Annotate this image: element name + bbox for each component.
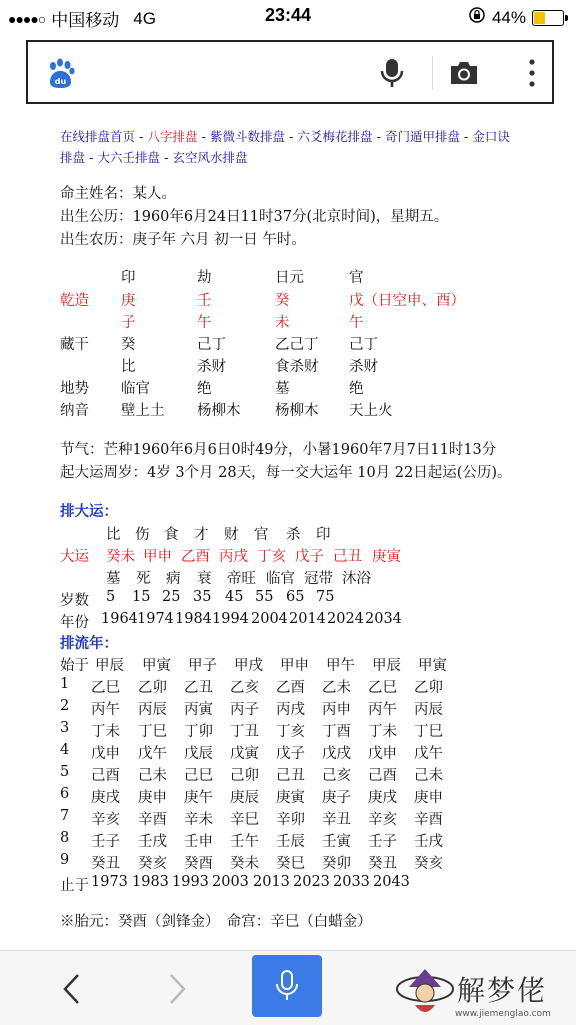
canggan-cell: 癸 bbox=[121, 337, 136, 353]
nayin-cell: 杨柳木 bbox=[275, 403, 319, 419]
liunian-cell: 癸酉 bbox=[184, 856, 213, 872]
liunian-cell: 庚子 bbox=[322, 790, 351, 806]
jieqi-line: 节气：芒种1960年6月6日0时49分，小暑1960年7月7日11时13分 bbox=[60, 442, 497, 458]
svg-text:du: du bbox=[54, 77, 67, 86]
earthly-branch: 未 bbox=[275, 315, 290, 331]
liunian-cell: 己丑 bbox=[276, 768, 305, 784]
liunian-cell: 乙卯 bbox=[414, 680, 443, 696]
liunian-cell: 辛酉 bbox=[414, 812, 443, 828]
dayun-god: 杀 bbox=[286, 527, 301, 543]
liunian-cell: 辛亥 bbox=[368, 812, 397, 828]
rotation-lock-icon bbox=[468, 6, 486, 29]
nav-link[interactable]: 金口诀排盘 bbox=[60, 129, 510, 165]
dishi-cell: 绝 bbox=[197, 381, 212, 397]
dayun-label: 大运 bbox=[60, 549, 89, 565]
voice-search-button[interactable] bbox=[252, 955, 322, 1017]
status-right bbox=[468, 6, 564, 29]
liunian-end: 2003 bbox=[212, 874, 249, 890]
dayun-pillar: 甲申 bbox=[143, 549, 172, 565]
liunian-cell: 庚申 bbox=[138, 790, 167, 806]
liunian-cell: 庚辰 bbox=[230, 790, 259, 806]
liunian-cell: 壬戌 bbox=[138, 834, 167, 850]
liunian-cell: 癸丑 bbox=[91, 856, 120, 872]
canggan-god: 杀财 bbox=[197, 359, 226, 375]
liunian-start: 甲戌 bbox=[234, 658, 263, 674]
microphone-icon bbox=[274, 969, 300, 1003]
dayun-god: 印 bbox=[316, 527, 331, 543]
clock: 23:44 bbox=[264, 5, 312, 25]
liunian-cell: 乙亥 bbox=[230, 680, 259, 696]
battery-level bbox=[534, 12, 545, 24]
liunian-cell: 戊午 bbox=[414, 746, 443, 762]
liunian-cell: 戊申 bbox=[91, 746, 120, 762]
liunian-row-number: 7 bbox=[60, 808, 70, 824]
liunian-row-number: 1 bbox=[60, 676, 70, 692]
liunian-cell: 壬寅 bbox=[322, 834, 351, 850]
signal-strength-icon: ●●●●○ bbox=[8, 10, 46, 27]
dayun-state: 沐浴 bbox=[342, 571, 371, 587]
liunian-cell: 丁巳 bbox=[138, 724, 167, 740]
dayun-age: 65 bbox=[286, 589, 305, 605]
link-separator: - bbox=[284, 129, 298, 144]
dayun-state: 临官 bbox=[266, 571, 295, 587]
liunian-start: 甲辰 bbox=[95, 658, 124, 674]
liunian-cell: 癸丑 bbox=[368, 856, 397, 872]
dayun-pillar: 丁亥 bbox=[257, 549, 286, 565]
liunian-cell: 壬子 bbox=[368, 834, 397, 850]
bottom-toolbar bbox=[0, 950, 576, 1025]
dayun-pillar: 丙戌 bbox=[219, 549, 248, 565]
canggan-cell: 己丁 bbox=[349, 337, 378, 353]
more-vertical-icon[interactable] bbox=[528, 57, 536, 93]
chevron-right-icon[interactable] bbox=[165, 971, 189, 1011]
dayun-god: 才 bbox=[194, 527, 209, 543]
shishen-label: 劫 bbox=[197, 270, 212, 286]
dayun-age: 45 bbox=[225, 589, 244, 605]
nayin-cell: 壁上土 bbox=[121, 403, 165, 419]
dayun-age: 25 bbox=[162, 589, 181, 605]
liunian-cell: 丁亥 bbox=[276, 724, 305, 740]
dayun-god: 伤 bbox=[135, 527, 150, 543]
liunian-cell: 丙辰 bbox=[414, 702, 443, 718]
heavenly-stem: 癸 bbox=[275, 293, 290, 309]
year-label: 年份 bbox=[60, 615, 89, 631]
dayun-pillar: 戊子 bbox=[295, 549, 324, 565]
liunian-end: 2033 bbox=[333, 874, 370, 890]
dayun-pillar: 庚寅 bbox=[372, 549, 401, 565]
liunian-cell: 戊子 bbox=[276, 746, 305, 762]
carrier-name: 中国移动 bbox=[51, 11, 120, 30]
canggan-cell: 乙己丁 bbox=[275, 337, 319, 353]
watermark bbox=[395, 965, 551, 1025]
link-separator: - bbox=[459, 129, 473, 144]
chevron-left-icon[interactable] bbox=[60, 971, 84, 1011]
liunian-cell: 丙子 bbox=[230, 702, 259, 718]
liunian-cell: 丁未 bbox=[368, 724, 397, 740]
liunian-cell: 己酉 bbox=[368, 768, 397, 784]
liunian-cell: 庚戌 bbox=[368, 790, 397, 806]
dayun-year: 1994 bbox=[212, 611, 249, 627]
nayin-label: 纳音 bbox=[60, 403, 89, 419]
liunian-end: 1983 bbox=[132, 874, 169, 890]
canggan-god: 比 bbox=[121, 359, 136, 375]
dayun-god: 比 bbox=[106, 527, 121, 543]
liunian-cell: 壬子 bbox=[91, 834, 120, 850]
liunian-start: 甲申 bbox=[280, 658, 309, 674]
liunian-cell: 戊寅 bbox=[230, 746, 259, 762]
liunian-cell: 壬戌 bbox=[414, 834, 443, 850]
liunian-row-number: 8 bbox=[60, 830, 70, 846]
heavenly-stem: 戊（日空申、酉） bbox=[349, 293, 465, 309]
liunian-cell: 丁丑 bbox=[230, 724, 259, 740]
liunian-cell: 丁巳 bbox=[414, 724, 443, 740]
dayun-pillar: 己丑 bbox=[333, 549, 362, 565]
liunian-cell: 丁酉 bbox=[322, 724, 351, 740]
liunian-cell: 乙巳 bbox=[368, 680, 397, 696]
liunian-start: 甲寅 bbox=[418, 658, 447, 674]
network-type: 4G bbox=[133, 8, 156, 28]
liunian-cell: 辛酉 bbox=[138, 812, 167, 828]
liunian-cell: 己巳 bbox=[184, 768, 213, 784]
microphone-icon[interactable] bbox=[380, 57, 404, 93]
liunian-row-number: 3 bbox=[60, 720, 70, 736]
liunian-cell: 辛丑 bbox=[322, 812, 351, 828]
liunian-row-number: 6 bbox=[60, 786, 70, 802]
canggan-god: 杀财 bbox=[349, 359, 378, 375]
liunian-cell: 戊午 bbox=[138, 746, 167, 762]
liunian-cell: 庚寅 bbox=[276, 790, 305, 806]
link-separator: - bbox=[135, 129, 148, 144]
end-label: 止于 bbox=[60, 878, 89, 894]
qiyun-line: 起大运周岁：4岁 3个月 28天，每一交大运年 10月 22日起运(公历)。 bbox=[60, 465, 512, 481]
liunian-row-number: 5 bbox=[60, 764, 70, 780]
liunian-cell: 乙卯 bbox=[138, 680, 167, 696]
liunian-row-number: 9 bbox=[60, 852, 70, 868]
liunian-end: 2023 bbox=[293, 874, 330, 890]
liunian-cell: 己未 bbox=[138, 768, 167, 784]
nav-link[interactable]: 在线排盘首页 bbox=[60, 129, 136, 144]
liunian-cell: 丁卯 bbox=[184, 724, 213, 740]
liunian-cell: 癸未 bbox=[230, 856, 259, 872]
dayun-state: 冠带 bbox=[304, 571, 333, 587]
earthly-branch: 子 bbox=[121, 315, 136, 331]
liunian-cell: 辛巳 bbox=[230, 812, 259, 828]
liunian-cell: 丙辰 bbox=[138, 702, 167, 718]
liunian-cell: 丙寅 bbox=[184, 702, 213, 718]
dayun-god: 财 bbox=[224, 527, 239, 543]
dayun-age: 35 bbox=[193, 589, 212, 605]
shishen-label: 日元 bbox=[275, 270, 304, 286]
solar-date: 出生公历：1960年6月24日11时37分(北京时间)，星期五。 bbox=[60, 209, 449, 225]
liunian-cell: 己卯 bbox=[230, 768, 259, 784]
search-bar[interactable] bbox=[26, 40, 554, 104]
earthly-branch: 午 bbox=[197, 315, 212, 331]
dayun-pillar: 乙酉 bbox=[181, 549, 210, 565]
dayun-state: 死 bbox=[136, 571, 151, 587]
nav-link[interactable]: 玄空风水排盘 bbox=[172, 150, 248, 165]
nav-link[interactable]: 六爻梅花排盘 bbox=[297, 129, 373, 144]
dishi-cell: 绝 bbox=[349, 381, 364, 397]
battery-icon bbox=[532, 10, 564, 26]
link-separator: - bbox=[372, 129, 385, 144]
dayun-pillar: 癸未 bbox=[106, 549, 135, 565]
dayun-year: 1964 bbox=[101, 611, 138, 627]
lunar-date: 出生农历：庚子年 六月 初一日 午时。 bbox=[60, 232, 306, 248]
dishi-label: 地势 bbox=[60, 381, 89, 397]
dayun-age: 5 bbox=[106, 589, 116, 605]
dayun-state: 墓 bbox=[106, 571, 121, 587]
liunian-cell: 癸卯 bbox=[322, 856, 351, 872]
liunian-cell: 壬辰 bbox=[276, 834, 305, 850]
liunian-end: 1993 bbox=[172, 874, 209, 890]
dayun-god: 官 bbox=[254, 527, 269, 543]
liunian-cell: 乙酉 bbox=[276, 680, 305, 696]
nayin-cell: 杨柳木 bbox=[197, 403, 241, 419]
shishen-label: 印 bbox=[121, 270, 136, 286]
liunian-cell: 丙午 bbox=[91, 702, 120, 718]
liunian-cell: 癸亥 bbox=[138, 856, 167, 872]
shishen-label: 官 bbox=[349, 270, 364, 286]
dayun-year: 2004 bbox=[251, 611, 288, 627]
liunian-cell: 辛亥 bbox=[91, 812, 120, 828]
canggan-label: 藏干 bbox=[60, 337, 89, 353]
liunian-cell: 己亥 bbox=[322, 768, 351, 784]
liunian-cell: 癸亥 bbox=[414, 856, 443, 872]
dayun-heading: 排大运： bbox=[60, 503, 118, 520]
camera-icon[interactable] bbox=[448, 59, 480, 91]
liunian-cell: 辛未 bbox=[184, 812, 213, 828]
liunian-cell: 己未 bbox=[414, 768, 443, 784]
liunian-cell: 戊辰 bbox=[184, 746, 213, 762]
status-bar bbox=[0, 0, 576, 32]
watermark-logo-icon bbox=[395, 965, 455, 1021]
nav-link[interactable]: 八字排盘 bbox=[147, 129, 198, 144]
liunian-row-number: 4 bbox=[60, 742, 70, 758]
dayun-state: 帝旺 bbox=[227, 571, 256, 587]
link-separator: - bbox=[85, 150, 98, 165]
dayun-year: 2034 bbox=[365, 611, 402, 627]
liunian-cell: 丙申 bbox=[322, 702, 351, 718]
search-divider bbox=[432, 56, 433, 90]
liunian-cell: 戊申 bbox=[368, 746, 397, 762]
dayun-year: 1984 bbox=[175, 611, 212, 627]
canggan-cell: 己丁 bbox=[197, 337, 226, 353]
liunian-cell: 癸巳 bbox=[276, 856, 305, 872]
baidu-paw-icon[interactable] bbox=[46, 58, 76, 94]
dayun-age: 75 bbox=[316, 589, 335, 605]
age-label: 岁数 bbox=[60, 593, 89, 609]
liunian-end: 1973 bbox=[91, 874, 128, 890]
liunian-cell: 辛卯 bbox=[276, 812, 305, 828]
start-label: 始于 bbox=[60, 658, 89, 674]
liunian-cell: 丙戌 bbox=[276, 702, 305, 718]
liunian-cell: 壬午 bbox=[230, 834, 259, 850]
qianzao-label: 乾造 bbox=[60, 293, 89, 309]
nav-link[interactable]: 大六壬排盘 bbox=[97, 150, 160, 165]
dayun-god: 食 bbox=[164, 527, 179, 543]
link-separator: - bbox=[197, 129, 210, 144]
liunian-cell: 庚戌 bbox=[91, 790, 120, 806]
liunian-cell: 乙巳 bbox=[91, 680, 120, 696]
dishi-cell: 临官 bbox=[121, 381, 150, 397]
liunian-cell: 丙午 bbox=[368, 702, 397, 718]
liunian-cell: 乙未 bbox=[322, 680, 351, 696]
nav-links bbox=[60, 126, 520, 168]
liunian-cell: 戊戌 bbox=[322, 746, 351, 762]
taiyuan-minggong: ※胎元：癸酉（剑锋金） 命宫：辛巳（白蜡金） bbox=[60, 914, 372, 930]
dayun-year: 1974 bbox=[137, 611, 174, 627]
liunian-end: 2013 bbox=[253, 874, 290, 890]
dayun-state: 病 bbox=[166, 571, 181, 587]
link-separator: - bbox=[160, 150, 173, 165]
dayun-age: 55 bbox=[255, 589, 274, 605]
earthly-branch: 午 bbox=[349, 315, 364, 331]
dayun-state: 衰 bbox=[197, 571, 212, 587]
heavenly-stem: 庚 bbox=[121, 293, 136, 309]
liunian-start: 甲午 bbox=[326, 658, 355, 674]
nav-link[interactable]: 奇门遁甲排盘 bbox=[384, 129, 460, 144]
liunian-cell: 壬申 bbox=[184, 834, 213, 850]
liunian-end: 2043 bbox=[373, 874, 410, 890]
liunian-start: 甲子 bbox=[188, 658, 217, 674]
dayun-age: 15 bbox=[132, 589, 151, 605]
nayin-cell: 天上火 bbox=[349, 403, 393, 419]
liunian-cell: 乙丑 bbox=[184, 680, 213, 696]
liunian-cell: 丁未 bbox=[91, 724, 120, 740]
liunian-cell: 庚午 bbox=[184, 790, 213, 806]
dishi-cell: 墓 bbox=[275, 381, 290, 397]
liunian-cell: 庚申 bbox=[414, 790, 443, 806]
liunian-start: 甲辰 bbox=[372, 658, 401, 674]
dayun-year: 2014 bbox=[289, 611, 326, 627]
liunian-start: 甲寅 bbox=[142, 658, 171, 674]
liunian-heading: 排流年： bbox=[60, 635, 118, 652]
dayun-year: 2024 bbox=[327, 611, 364, 627]
battery-percent: 44% bbox=[491, 7, 526, 27]
heavenly-stem: 壬 bbox=[197, 293, 212, 309]
owner-name: 命主姓名：某人。 bbox=[60, 186, 176, 202]
watermark-name: 解梦佬 bbox=[457, 974, 548, 1007]
liunian-row-number: 2 bbox=[60, 698, 70, 714]
nav-link[interactable]: 紫微斗数排盘 bbox=[209, 129, 285, 144]
liunian-cell: 己酉 bbox=[91, 768, 120, 784]
watermark-url: www.jiemenglao.com bbox=[455, 1009, 551, 1019]
canggan-god: 食杀财 bbox=[275, 359, 319, 375]
